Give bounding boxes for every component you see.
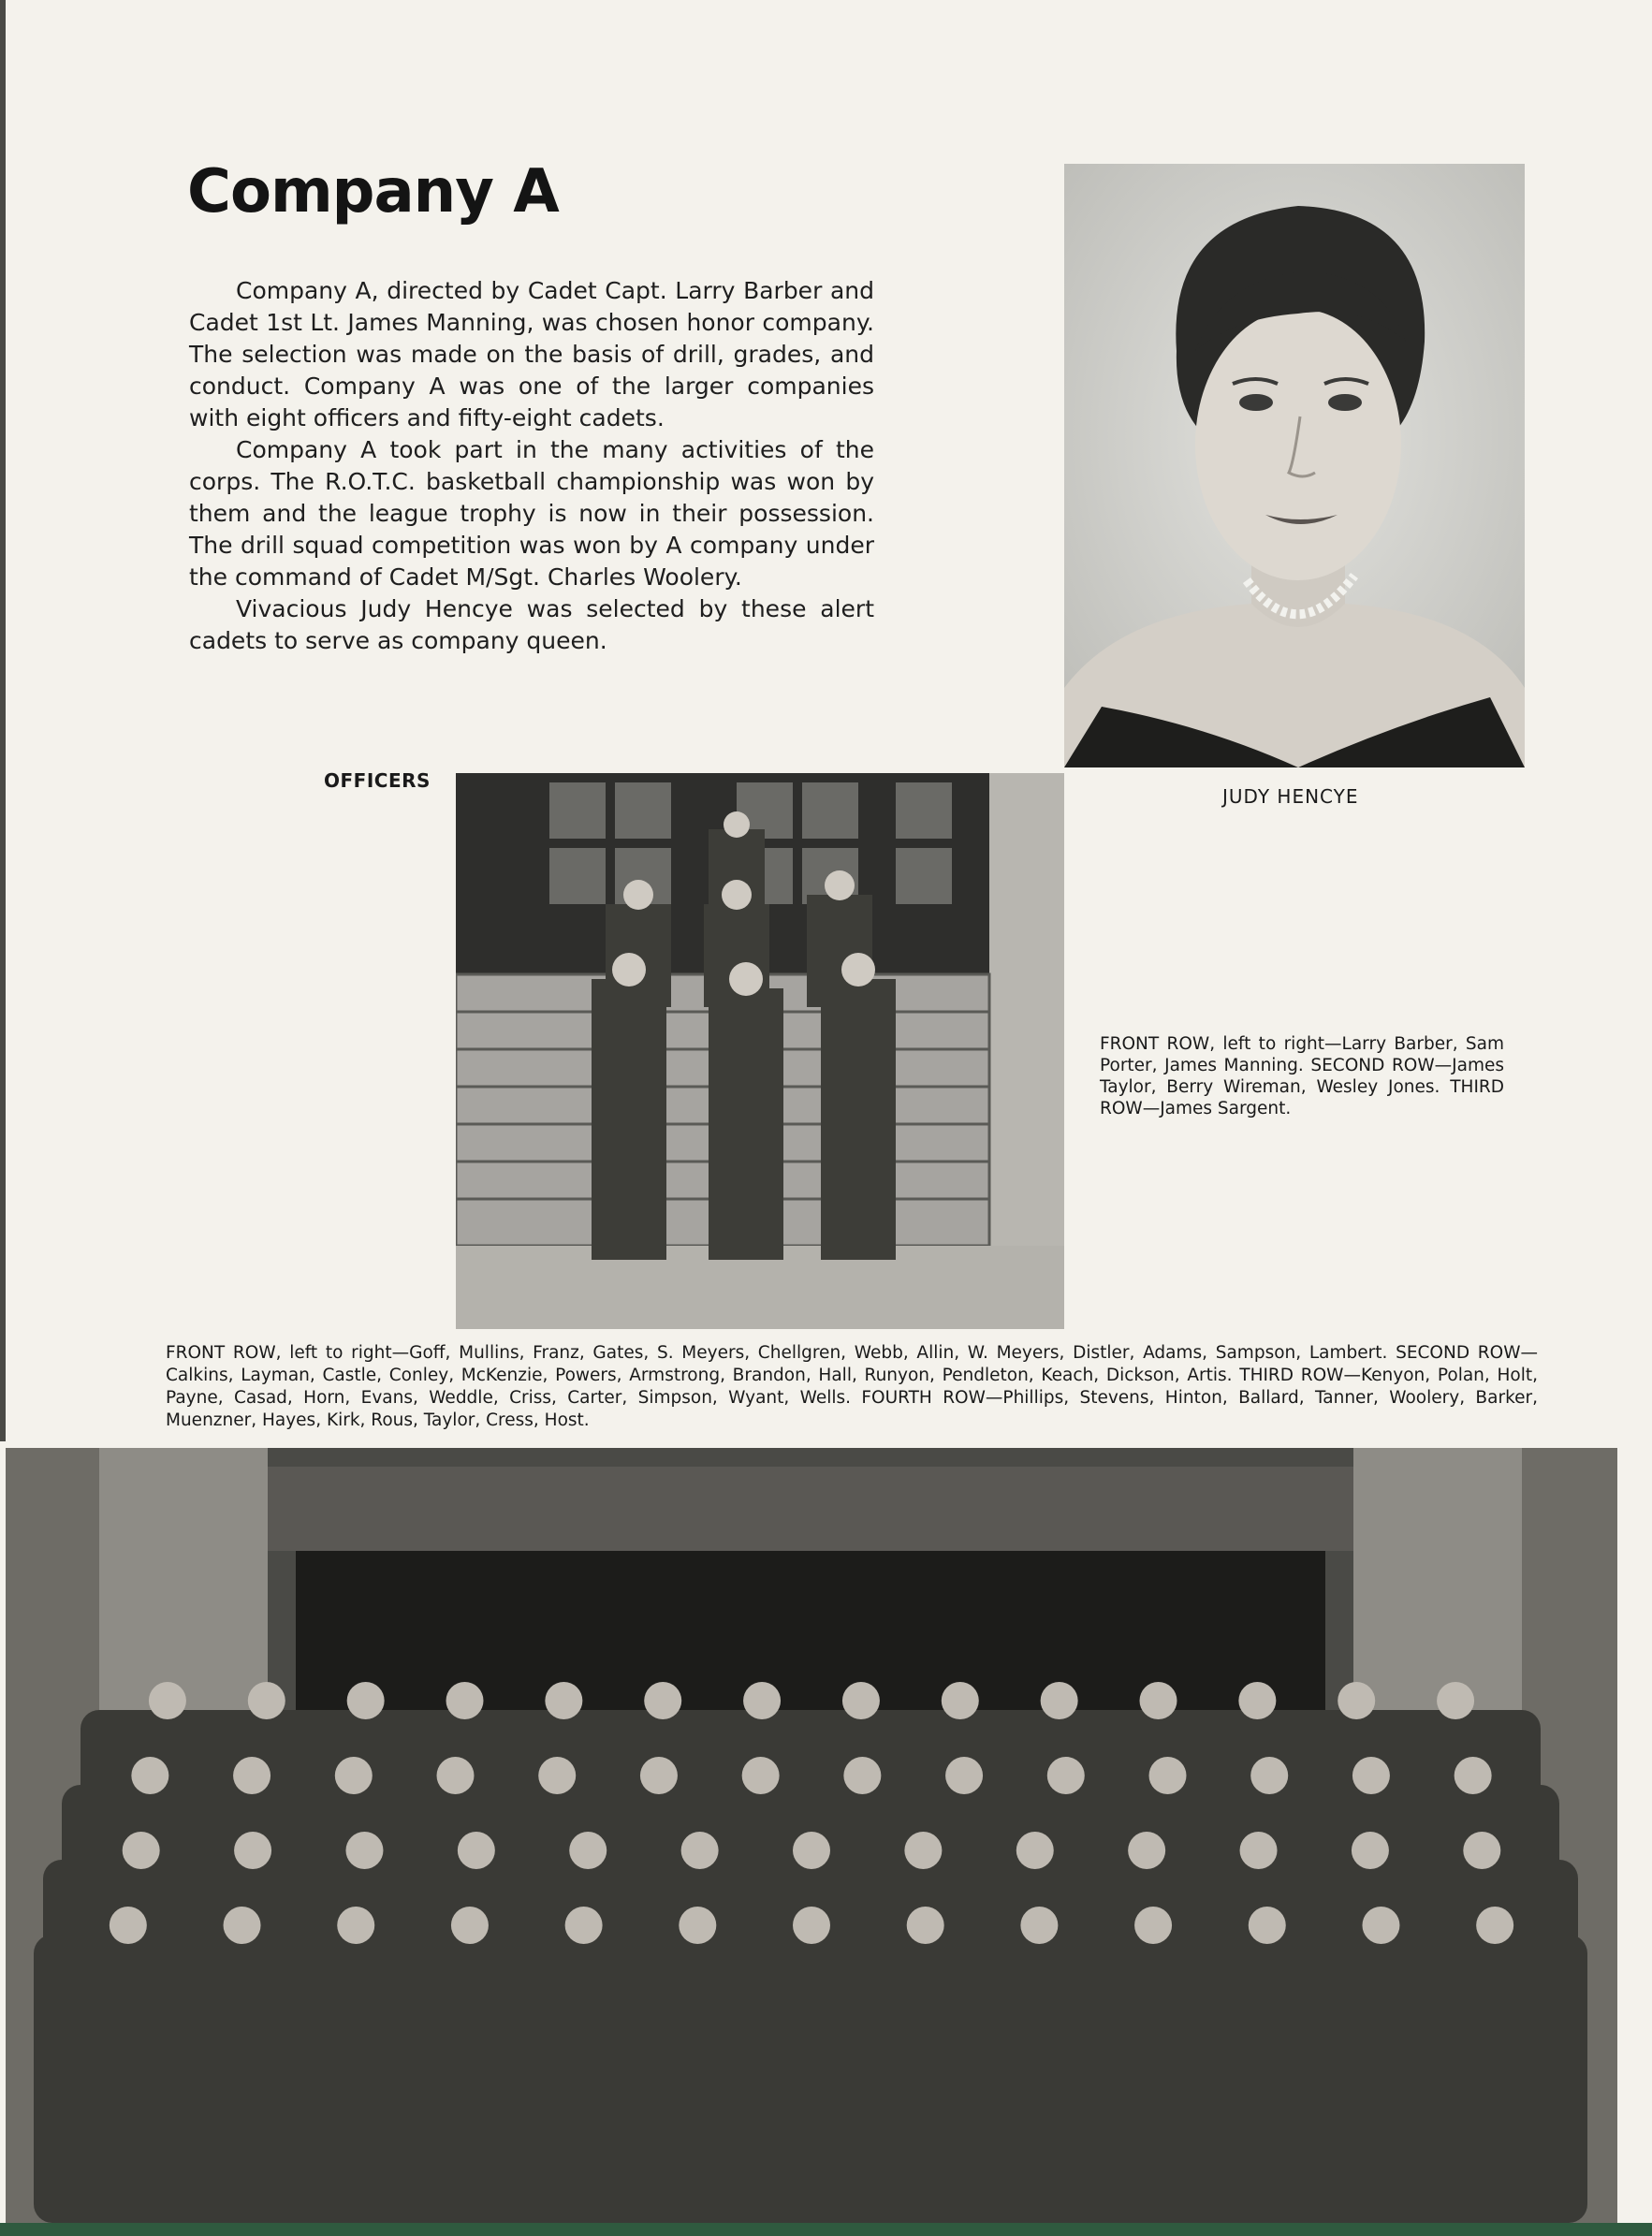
page-left-edge xyxy=(0,0,6,1441)
article-paragraph: Company A, directed by Cadet Capt. Larry Barber and Cadet 1st Lt. James Manning, was chosen honor company. The selection was made on the basis of drill, grades, and conduct. Company A was one of the larger companies with eight officers and fifty-eight cadets. xyxy=(189,277,874,431)
officers-photo xyxy=(456,773,1064,1329)
queen-portrait-photo xyxy=(1064,164,1525,767)
group-caption: FRONT ROW, left to right—Goff, Mullins, Franz, Gates, S. Meyers, Chellgren, Webb, Allin, W. Meyers, Distler, Adams, Sampson, Lambert. SECOND ROW—Calkins, Layman, Castle, Conley, McKenzie, Powers, Armstrong, Brandon, Hall, Runyon, Pendleton, Keach, Dickson, Artis. THIRD ROW—Kenyon, Polan, Holt, Payne, Casad, Horn, Evans, Weddle, Criss, Carter, Simpson, Wyant, Wells. FOURTH ROW—Phillips, Stevens, Hinton, Ballard, Tanner, Woolery, Barker, Muenzner, Hayes, Kirk, Rous, Taylor, Cress, Host. xyxy=(166,1343,1538,1430)
article-paragraph: Company A took part in the many activities of the corps. The R.O.T.C. basketball championship was won by them and the league trophy is now in their possession. The drill squad competition was won by A company under the command of Cadet M/Sgt. Charles Woolery. xyxy=(189,436,874,591)
queen-caption: JUDY HENCYE xyxy=(1222,785,1359,808)
officers-caption: FRONT ROW, left to right—Larry Barber, Sam Porter, James Manning. SECOND ROW—James Taylor, Berry Wireman, Wesley Jones. THIRD ROW—James Sargent. xyxy=(1100,1034,1504,1118)
company-group-photo xyxy=(6,1448,1617,2223)
page-bottom-edge xyxy=(0,2223,1652,2236)
article-body xyxy=(189,275,874,657)
officers-label: OFFICERS xyxy=(324,769,431,792)
article-paragraph: Vivacious Judy Hencye was selected by these alert cadets to serve as company queen. xyxy=(189,595,874,654)
page-title: Company A xyxy=(187,157,559,227)
